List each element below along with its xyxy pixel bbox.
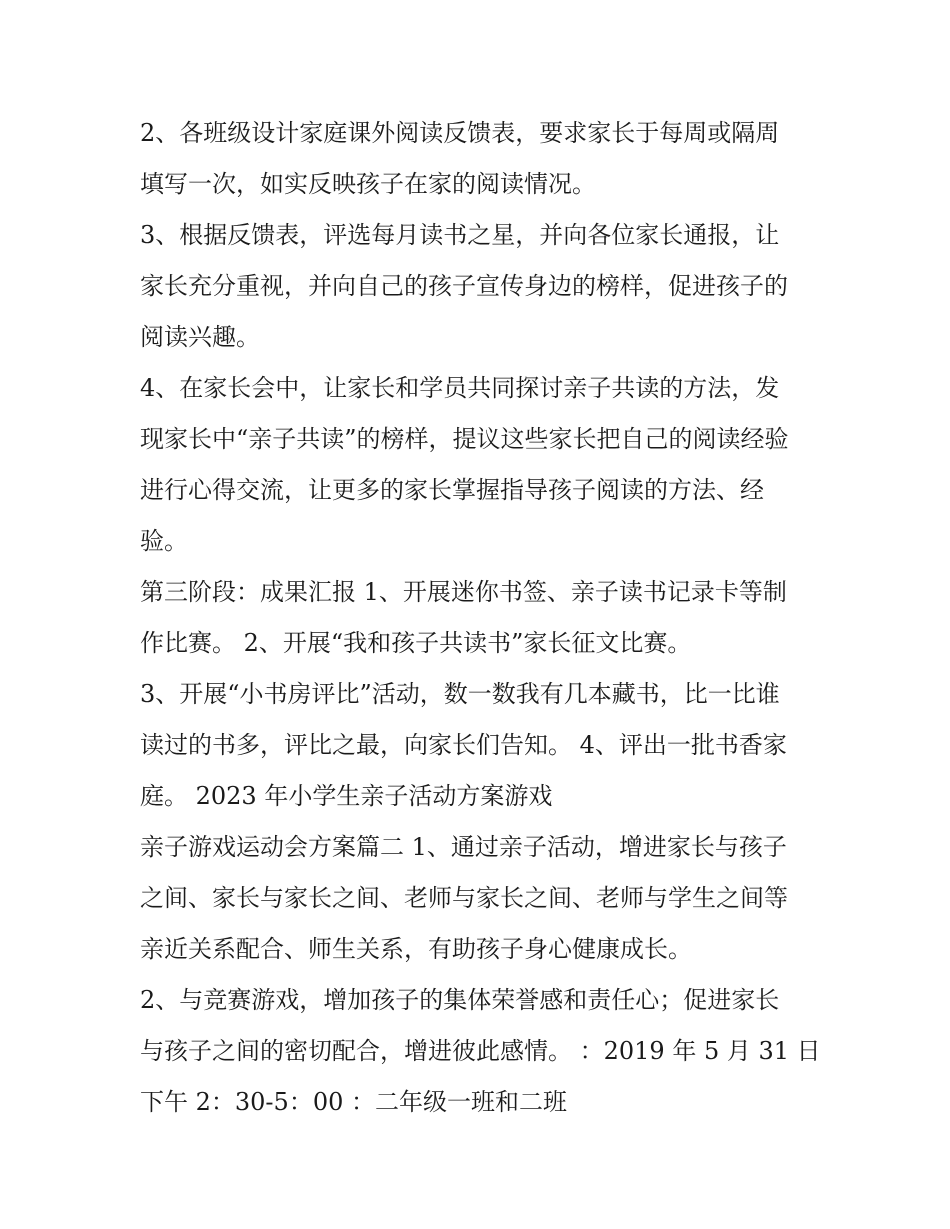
text-line-4: 家长充分重视，并向自己的孩子宣传身边的榜样，促进孩子的: [140, 272, 788, 300]
text-line-11: 作比赛。 2、开展“我和孩子共读书”家长征文比赛。: [140, 629, 692, 657]
text-line-8: 进行心得交流，让更多的家长掌握指导孩子阅读的方法、经: [140, 476, 764, 504]
text-line-20: 下午 2：30-5：00 ：二年级一班和二班: [140, 1088, 567, 1116]
text-line-3: 3、根据反馈表，评选每月读书之星，并向各位家长通报，让: [140, 221, 780, 249]
text-line-13: 读过的书多，评比之最，向家长们告知。 4、评出一批书香家: [140, 731, 787, 759]
text-line-17: 亲近关系配合、师生关系，有助孩子身心健康成长。: [140, 935, 692, 963]
text-line-12: 3、开展“小书房评比”活动，数一数我有几本藏书，比一比谁: [140, 680, 780, 708]
text-line-10: 第三阶段：成果汇报 1、开展迷你书签、亲子读书记录卡等制: [140, 578, 787, 606]
text-line-19: 与孩子之间的密切配合，增进彼此感情。 ：2019 年 5 月 31 日: [140, 1037, 821, 1065]
text-line-7: 现家长中“亲子共读”的榜样，提议这些家长把自己的阅读经验: [140, 425, 789, 453]
text-line-18: 2、与竞赛游戏，增加孩子的集体荣誉感和责任心；促进家长: [140, 986, 780, 1014]
text-line-1: 2、各班级设计家庭课外阅读反馈表，要求家长于每周或隔周: [140, 119, 780, 147]
body-text: [140, 108, 820, 1128]
text-line-6: 4、在家长会中，让家长和学员共同探讨亲子共读的方法，发: [140, 374, 780, 402]
text-line-16: 之间、家长与家长之间、老师与家长之间、老师与学生之间等: [140, 884, 788, 912]
text-line-14: 庭。 2023 年小学生亲子活动方案游戏: [140, 782, 553, 810]
text-line-2: 填写一次，如实反映孩子在家的阅读情况。: [140, 170, 596, 198]
text-line-5: 阅读兴趣。: [140, 323, 260, 351]
text-line-15: 亲子游戏运动会方案篇二 1、通过亲子活动，增进家长与孩子: [140, 833, 787, 861]
text-line-9: 验。: [140, 527, 188, 555]
